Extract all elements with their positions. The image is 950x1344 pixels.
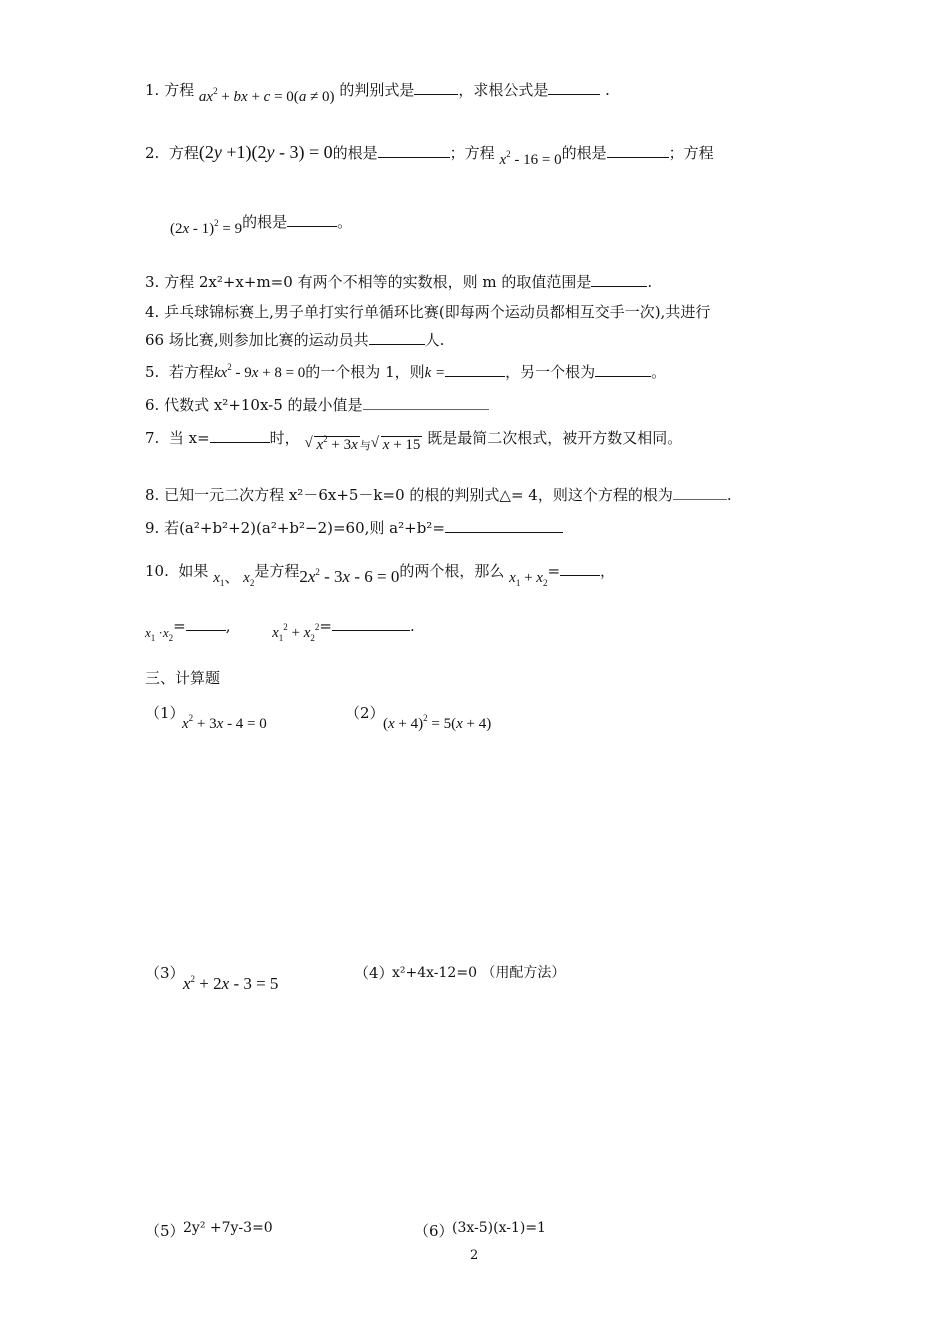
q10-number: 10. bbox=[145, 562, 169, 580]
problem-2-equation: $(x + 4)^2 = 5(x + 4)$ bbox=[383, 713, 492, 732]
q6-blank[interactable] bbox=[363, 395, 489, 410]
q2-tail: ；方程 bbox=[668, 144, 714, 162]
q7-blank[interactable] bbox=[210, 428, 270, 443]
q2-blank-3[interactable] bbox=[287, 212, 337, 227]
q8-blank[interactable] bbox=[673, 485, 727, 500]
q3-end: . bbox=[647, 273, 653, 291]
q10-mid: 是方程 bbox=[254, 562, 300, 580]
q10-square-sum: $x_1^2 + x_2^2$ bbox=[272, 622, 320, 643]
question-2-cont bbox=[170, 212, 353, 237]
q1-blank-discriminant[interactable] bbox=[414, 80, 458, 95]
question-2 bbox=[145, 142, 714, 168]
q4-end: 人. bbox=[424, 331, 445, 349]
q5-end: 。 bbox=[651, 363, 667, 381]
q10-eq-1: = bbox=[547, 562, 561, 580]
question-10-cont: $x_1 \cdot x_2=$ , $x_1^2 + x_2^2=$ . bbox=[145, 617, 415, 643]
question-6 bbox=[145, 395, 489, 415]
question-1 bbox=[145, 80, 610, 105]
q2-pre: 方程 bbox=[168, 144, 199, 162]
q3-text: 3. 方程 2x²+x+m=0 有两个不相等的实数根，则 m 的取值范围是 bbox=[145, 273, 592, 291]
section-title: 三、计算题 bbox=[145, 669, 221, 687]
problem-3-label: （3） bbox=[145, 964, 185, 982]
q5-mid2: ，另一个根为 bbox=[505, 363, 596, 381]
q10-eq-3: = bbox=[319, 617, 332, 635]
q7-pre: 当 x= bbox=[168, 429, 210, 447]
question-7 bbox=[145, 428, 683, 453]
problem-2-label: （2） bbox=[345, 704, 385, 722]
q3-blank[interactable] bbox=[591, 272, 647, 287]
problem-4-text: x²+4x-12=0 （用配方法） bbox=[392, 965, 566, 981]
q10-comma: ， bbox=[600, 562, 616, 580]
q4-text2: 66 场比赛,则参加比赛的运动员共 bbox=[145, 331, 369, 349]
problem-4-label: （4） bbox=[354, 964, 394, 982]
q10-roots: $x_1$、 $x_2$ bbox=[213, 570, 255, 588]
q1-number: 1. bbox=[145, 81, 160, 99]
problem-5-label: （5） bbox=[145, 1222, 185, 1240]
q1-post: ，求根公式是 bbox=[458, 81, 549, 99]
problem-1-label: （1） bbox=[145, 704, 185, 722]
q10-blank-square-sum[interactable] bbox=[332, 616, 410, 631]
q10-mid2: 的两个根，那么 bbox=[399, 562, 505, 580]
q2-blank-1[interactable] bbox=[378, 143, 450, 158]
q7-number: 7. bbox=[145, 429, 160, 447]
question-8 bbox=[145, 485, 732, 505]
q1-mid: 的判别式是 bbox=[339, 81, 415, 99]
q5-number: 5. bbox=[145, 363, 160, 381]
q7-join: 与 bbox=[359, 439, 371, 452]
question-5 bbox=[145, 362, 666, 383]
q2-equation-1: (2y +1)(2y - 3) = 0 bbox=[198, 142, 333, 162]
question-10 bbox=[145, 552, 616, 588]
q10-blank-sum[interactable] bbox=[560, 561, 600, 576]
q2-equation-2: $x^2 - 16 = 0$ bbox=[499, 149, 562, 168]
question-4-cont bbox=[145, 330, 444, 350]
q1-equation: $ax^2$ + bx + c = 0(a ≠ 0) bbox=[198, 86, 335, 105]
problem-6-text: (3x-5)(x-1)=1 bbox=[452, 1220, 546, 1236]
q5-blank-k[interactable] bbox=[445, 362, 505, 377]
q7-mid: 时， bbox=[269, 429, 300, 447]
q5-equation: $kx^2 - 9x + 8 = 0$ bbox=[213, 362, 306, 381]
q4-text: 4. 乒乓球锦标赛上,男子单打实行单循环比赛(即每两个运动员都相互交手一次),共进行 bbox=[145, 303, 711, 321]
q8-text: 8. 已知一元二次方程 x²－6x+5－k=0 的根的判别式△= 4，则这个方程的根为 bbox=[145, 486, 673, 504]
q9-text: 9. 若(a²+b²+2)(a²+b²−2)=60,则 a²+b²= bbox=[145, 519, 445, 537]
q8-end: . bbox=[726, 486, 732, 504]
q5-blank-root[interactable] bbox=[595, 362, 651, 377]
q5-k: k = bbox=[424, 365, 446, 381]
q4-blank[interactable] bbox=[369, 330, 425, 345]
q2-end: 。 bbox=[337, 213, 353, 231]
question-9 bbox=[145, 518, 563, 538]
q10-equation: $2x^2 - 3x - 6 = 0$ bbox=[299, 567, 400, 586]
q10-product: $x_1 \cdot x_2$ bbox=[145, 625, 174, 643]
q6-text: 6. 代数式 x²+10x-5 的最小值是 bbox=[145, 396, 363, 414]
q2-line2: 的根是 bbox=[242, 213, 288, 231]
q2-sep: ；方程 bbox=[449, 144, 495, 162]
q2-blank-2[interactable] bbox=[607, 143, 669, 158]
q1-end: . bbox=[605, 81, 610, 99]
q10-sum: $x_1 + x_2$ bbox=[509, 570, 548, 588]
q5-mid: 的一个根为 1，则 bbox=[305, 363, 425, 381]
q10-eq-2: = bbox=[173, 617, 186, 635]
q7-post: 既是最简二次根式，被开方数又相同。 bbox=[427, 429, 683, 447]
q2-mid2: 的根是 bbox=[561, 144, 607, 162]
q1-pre: 方程 bbox=[164, 81, 195, 99]
question-4 bbox=[145, 302, 710, 322]
problem-3-equation: $x^2 + 2x - 3 = 5$ bbox=[183, 974, 279, 993]
q10-pre: 如果 bbox=[178, 562, 209, 580]
q2-number: 2. bbox=[145, 144, 160, 162]
q9-blank[interactable] bbox=[445, 518, 563, 533]
q5-pre: 若方程 bbox=[168, 363, 214, 381]
q2-equation-3: (2x - 1)$^2$ = 9 bbox=[170, 218, 243, 237]
q7-radical-1: √ $x^2 + 3x$ bbox=[304, 434, 358, 453]
problem-1-equation: $x^2 + 3x - 4 = 0$ bbox=[182, 713, 267, 732]
page-number: 2 bbox=[470, 1248, 479, 1263]
q7-radical-2: √ x + 15 bbox=[370, 435, 421, 453]
problem-6-label: （6） bbox=[414, 1222, 454, 1240]
q2-mid1: 的根是 bbox=[332, 144, 378, 162]
q10-blank-product[interactable] bbox=[186, 616, 226, 631]
problem-5-text: 2y² +7y-3=0 bbox=[183, 1220, 273, 1236]
q10-end: . bbox=[409, 617, 415, 635]
question-3 bbox=[145, 272, 652, 292]
q1-blank-formula[interactable] bbox=[548, 80, 600, 95]
